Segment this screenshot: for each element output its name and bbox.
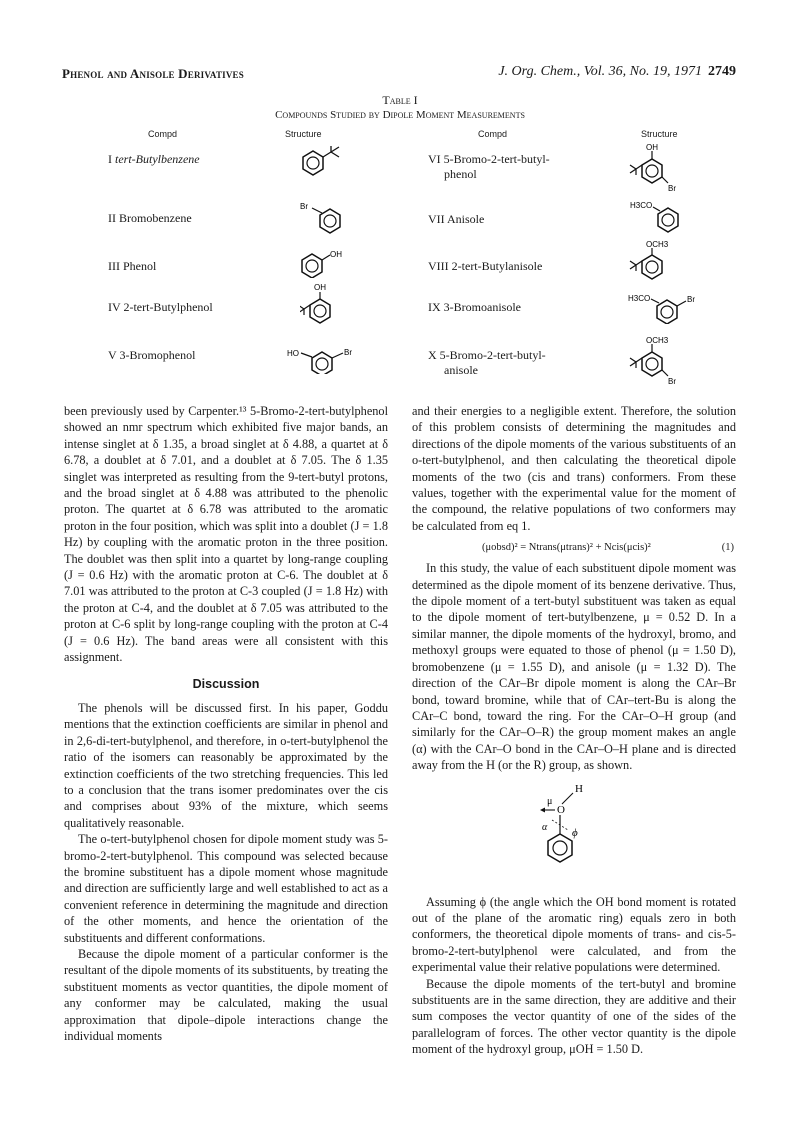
structure-3-bromoanisole bbox=[628, 290, 708, 324]
running-head-right bbox=[498, 64, 736, 80]
svg-text:OCH3: OCH3 bbox=[646, 240, 669, 249]
table-subtitle: Compounds Studied by Dipole Moment Measurements bbox=[275, 109, 525, 121]
compound-name-IX: IX 3-Bromoanisole bbox=[428, 300, 521, 314]
compound-name-III: III Phenol bbox=[108, 259, 157, 273]
svg-text:Br: Br bbox=[687, 295, 695, 304]
structure-5-bromo-2-tert-butylanisole bbox=[628, 334, 688, 388]
right-column bbox=[412, 403, 736, 1058]
paragraph-conformer: Because the dipole moment of a particular conformer is the resultant of the dipole moments of its substituents, by treating the substituent moments as vector quantities, the dipole moment of any conformer may be calculated, making the usual approximation that dipole–dipole interactions change the individual moments bbox=[64, 947, 388, 1044]
compound-name-VI: VI 5-Bromo-2-tert-butyl- phenol bbox=[428, 152, 550, 181]
equation-number: (1) bbox=[721, 542, 734, 554]
paragraph-selection: The o-tert-butylphenol chosen for dipole moment study was 5-bromo-2-tert-butylphenol. This compound was selected because the bromine substituent has a dipole moment whose magnitude and direction are sufficiently large and well established to act as a convenient reference in determining the magnitude and direction of the other moments, and hence the orientation of the substituents and different conformations. bbox=[64, 832, 388, 945]
journal-citation: J. Org. Chem., Vol. 36, No. 19, 1971 bbox=[498, 64, 702, 79]
paragraph-phenols: The phenols will be discussed first. In his paper, Goddu mentions that the extinction coefficients are similar in phenol and in 2,6-di-tert-butylphenol, and therefore, in o-tert-butylphenol the ratio of the isomers can reasonably be approximated by the extinction coefficients of the two stretching frequencies. This led to a conclusion that the trans isomer predominates over the cis and comprises about 93% of the mixture, which seems qualitatively reasonable. bbox=[64, 700, 388, 830]
svg-text:O: O bbox=[557, 803, 565, 816]
paragraph-nmr: been previously used by Carpenter.¹³ 5-Bromo-2-tert-butylphenol showed an nmr spectrum which exhibited five major bands, an intense singlet at δ 1.35, a broad singlet at δ 4.88, a quartet at δ 6.78, a doublet at δ 7.01, and a doublet at δ 7.05. The δ 1.35 singlet was interpreted as resulting from the 9-tert-butyl protons, and the broad singlet at δ 4.88 was attributed to the phenolic proton. The quartet at δ 6.78 was attributed to the aromatic proton in the four position, which was split into a doublet (J = 1.8 Hz) by coupling with the aromatic proton in the three position. The doublet was then split into a quartet by long-range coupling (J = 0.6 Hz) with the aromatic proton at C-6. The doublet at δ 7.01 was attributed to the proton at C-3 coupled (J = 1.8 Hz) with the proton at C-4, and the doublet at δ 7.05 was attributed to the proton at C-6 split by long-range coupling with the proton at C-4 (J = 0.6 Hz). The band areas were all consistent with this assignment. bbox=[64, 404, 388, 665]
page-number: 2749 bbox=[708, 64, 736, 79]
paragraph-assuming-phi: Assuming ϕ (the angle which the OH bond moment is rotated out of the plane of the aromatic ring) equals zero in both conformers, the theoretical dipole moments of trans- and cis-5-bromo-2-tert-butylphenol were calculated, and from the experimental value their relative populations were determined. bbox=[412, 894, 736, 975]
structure-anisole bbox=[630, 199, 690, 235]
svg-text:Br: Br bbox=[344, 348, 352, 357]
structure-5-bromo-2-tert-butylphenol bbox=[628, 141, 688, 195]
equation-1 bbox=[412, 540, 736, 554]
compound-name-V: V 3-Bromophenol bbox=[108, 348, 196, 362]
structure-tert-butylbenzene bbox=[295, 146, 355, 182]
col-header-structure-left: Structure bbox=[285, 129, 322, 139]
structure-2-tert-butylanisole bbox=[628, 238, 688, 288]
svg-text:HO: HO bbox=[287, 349, 299, 358]
compound-name-I: I tert-Butylbenzene bbox=[108, 152, 200, 166]
svg-text:μ: μ bbox=[547, 795, 553, 807]
structure-phenol bbox=[298, 248, 358, 278]
paragraph-energies: and their energies to a negligible extent. Therefore, the solution of this problem consists of determining the magnitudes and directions of the dipole moments of the various substituents of an o-tert-butylphenol, and then calculating the theoretical dipole moments of the two (cis and trans) conformers. From these values, together with the experimental value for the moment of the compound, the relative populations of two conformers may be calculated from eq 1. bbox=[412, 404, 736, 533]
svg-text:α: α bbox=[542, 821, 548, 833]
svg-text:OH: OH bbox=[314, 283, 326, 292]
paragraph-vector-sum: Because the dipole moments of the tert-butyl and bromine substituents are in the same direction, they are additive and their sum composes the vector quantity of one of the sides of the parallelogram of forces. The other vector quantity is the dipole moment of the hydroxyl group, μOH = 1.50 D. bbox=[412, 976, 736, 1057]
structure-3-bromophenol bbox=[287, 340, 367, 374]
running-head-left: Phenol and Anisole Derivatives bbox=[62, 66, 244, 81]
svg-text:Br: Br bbox=[668, 184, 676, 193]
svg-text:OH: OH bbox=[646, 143, 658, 152]
svg-text:ϕ: ϕ bbox=[572, 826, 578, 839]
section-heading-discussion: Discussion bbox=[192, 676, 260, 691]
equation-text: (μobsd)² = Ntrans(μtrans)² + Ncis(μcis)² bbox=[482, 542, 651, 554]
compound-name-X: X 5-Bromo-2-tert-butyl- anisole bbox=[428, 348, 546, 377]
svg-text:H: H bbox=[575, 782, 583, 795]
left-column bbox=[64, 403, 388, 1044]
compound-name-II: II Bromobenzene bbox=[108, 211, 192, 225]
svg-text:H3CO: H3CO bbox=[630, 201, 653, 210]
svg-text:Br: Br bbox=[668, 377, 676, 386]
col-header-compd-right: Compd bbox=[478, 129, 508, 139]
svg-text:Br: Br bbox=[300, 202, 308, 211]
col-header-structure-right: Structure bbox=[641, 129, 678, 139]
structure-bromobenzene bbox=[300, 200, 360, 236]
table-title: Table I bbox=[382, 93, 418, 107]
svg-text:H3CO: H3CO bbox=[628, 294, 651, 303]
structure-2-tert-butylphenol bbox=[300, 282, 350, 332]
paragraph-substituent-moments: In this study, the value of each substituent dipole moment was determined as the dipole moment of its benzene derivative. Thus, the dipole moment of a tert-butyl substituent was taken as equal to the dipole moment of tert-butylbenzene, μ = 0.52 D. In a similar manner, the dipole moments of the hydroxyl, bromo, and methoxyl groups were equated to those of phenol (μ = 1.50 D), bromobenzene (μ = 1.55 D), and anisole (μ = 1.32 D). The direction of the CAr–Br dipole moment is along the CAr–Br bond, toward bromine, while that of CAr–tert-Bu is along the CAr–C bond, toward the ring. For the CAr–O–H group (and similarly for the CAr–O–R) the group moment makes an angle (α) with the CAr–O bond in the CAr–O–H plane and is directed away from the H (or the R) group, as shown. bbox=[412, 561, 736, 773]
col-header-compd-left: Compd bbox=[148, 129, 178, 139]
compound-name-VIII: VIII 2-tert-Butylanisole bbox=[428, 259, 543, 273]
svg-text:OCH3: OCH3 bbox=[646, 336, 669, 345]
svg-text:OH: OH bbox=[330, 250, 342, 259]
dipole-angle-figure bbox=[412, 778, 736, 888]
compound-name-IV: IV 2-tert-Butylphenol bbox=[108, 300, 213, 314]
compound-name-VII: VII Anisole bbox=[428, 212, 485, 226]
